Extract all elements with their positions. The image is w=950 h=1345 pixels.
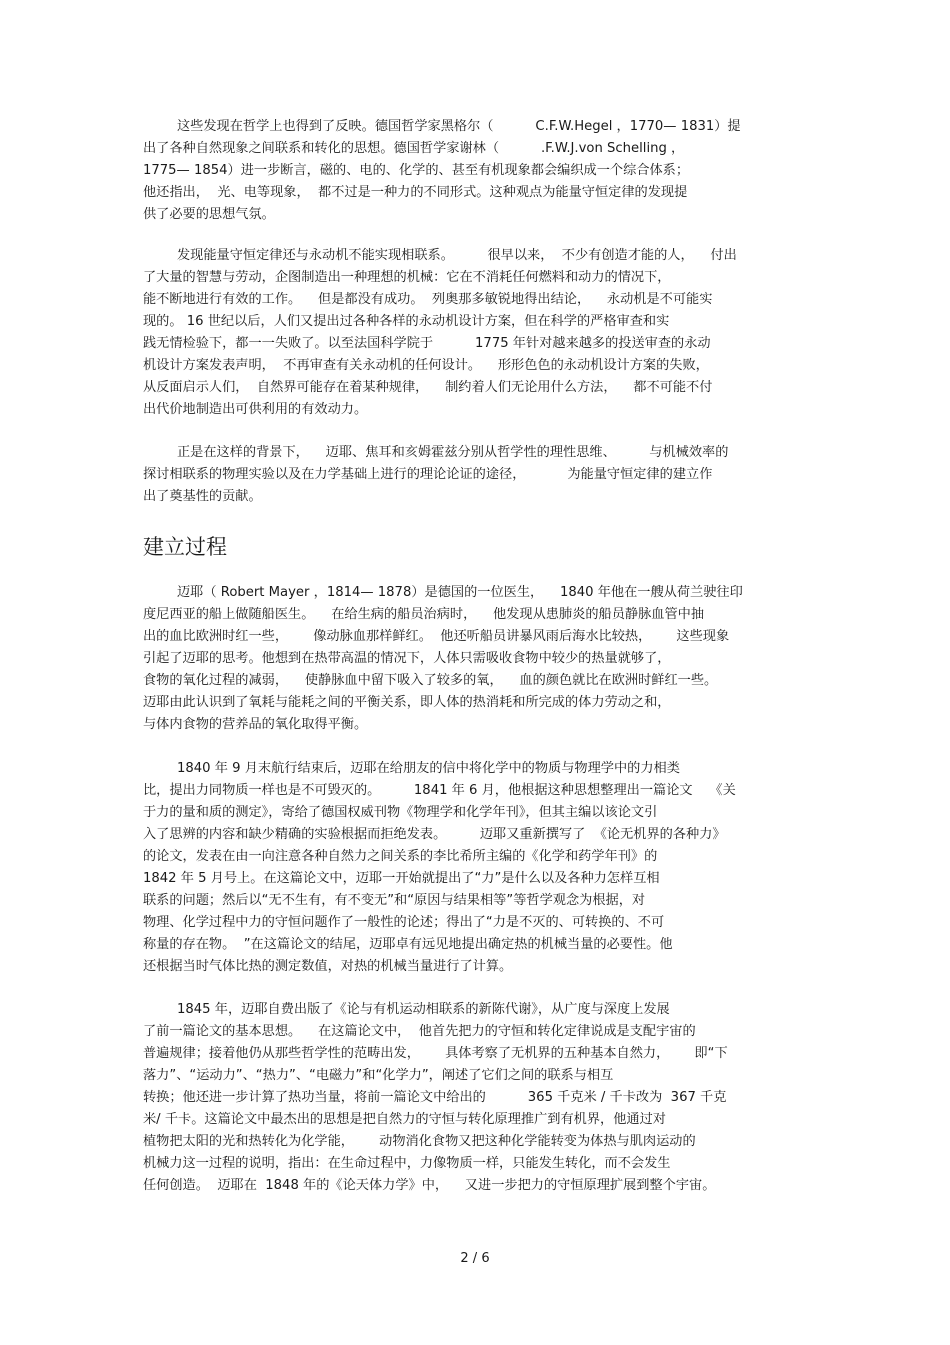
text-line: 普遍规律；接着他仍从那些哲学性的范畴出发， 具体考察了无机界的五种基本自然力， 即“下 <box>143 1046 728 1061</box>
text-line: 任何创造。 迈耶在 1848 年的《论天体力学》中， 又进一步把力的守恒原理扩展到整个宇宙。 <box>143 1178 716 1193</box>
text-line: 入了思辨的内容和缺少精确的实验根据而拒绝发表。 迈耶又重新撰写了 《论无机界的各种力》 <box>143 827 726 842</box>
text-line: 供了必要的思想气氛。 <box>143 207 275 222</box>
text-line: 出代价地制造出可供利用的有效动力。 <box>143 402 368 417</box>
text-line: 迈耶由此认识到了氧耗与能耗之间的平衡关系，即人体的热消耗和所完成的体力劳动之和， <box>143 695 671 710</box>
text-line: 机设计方案发表声明， 不再审查有关永动机的任何设计。 形形色色的永动机设计方案的失败， <box>143 358 709 373</box>
text-line: 落力”、“运动力”、“热力”、“电磁力”和“化学力”，阐述了它们之间的联系与相互 <box>143 1068 614 1083</box>
text-line: 能不断地进行有效的工作。 但是都没有成功。 列奥那多敏锐地得出结论， 永动机是不可能实 <box>143 292 713 307</box>
text-line: 比，提出力同物质一样也是不可毁灭的。 1841 年 6 月，他根据这种思想整理出一篇论文 《关 <box>143 783 736 798</box>
text-line: 的论文，发表在由一向注意各种自然力之间关系的李比希所主编的《化学和药学年刊》的 <box>143 849 658 864</box>
text-line: 转换；他还进一步计算了热功当量，将前一篇论文中给出的 365 千克米 / 千卡改为 367 千克 <box>143 1090 727 1105</box>
text-line: 出的血比欧洲时红一些， 像动脉血那样鲜红。 他还听船员讲暴风雨后海水比较热， 这些现象 <box>143 629 730 644</box>
text-line: 这些发现在哲学上也得到了反映。德国哲学家黑格尔（ C.F.W.Hegel ，1770— 1831）提 <box>177 119 741 134</box>
text-line: 1845 年，迈耶自费出版了《论与有机运动相联系的新陈代谢》，从广度与深度上发展 <box>177 1002 670 1017</box>
text-line: 践无情检验下，都一一失败了。以至法国科学院于 1775 年针对越来越多的投送审查的永动 <box>143 336 711 351</box>
text-line: 联系的问题；然后以“无不生有，有不变无”和“原因与结果相等”等哲学观念为根据，对 <box>143 893 646 908</box>
text-line: 还根据当时气体比热的测定数值，对热的机械当量进行了计算。 <box>143 959 513 974</box>
text-line: 了前一篇论文的基本思想。 在这篇论文中， 他首先把力的守恒和转化定律说成是支配宇宙的 <box>143 1024 696 1039</box>
text-line: 出了奠基性的贡献。 <box>143 489 262 504</box>
text-line: 称量的存在物。 ”在这篇论文的结尾，迈耶卓有远见地提出确定热的机械当量的必要性。他 <box>143 937 673 952</box>
text-line: 机械力这一过程的说明，指出：在生命过程中，力像物质一样，只能发生转化，而不会发生 <box>143 1156 671 1171</box>
text-line: 现的。 16 世纪以后，人们又提出过各种各样的永动机设计方案，但在科学的严格审查和实 <box>143 314 670 329</box>
text-line: 引起了迈耶的思考。他想到在热带高温的情况下，人体只需吸收食物中较少的热量就够了， <box>143 651 671 666</box>
text-line: 出了各种自然现象之间联系和转化的思想。德国哲学家谢林（ .F.W.J.von Schelling ， <box>143 141 685 156</box>
text-line: 他还指出， 光、电等现象， 都不过是一种力的不同形式。这种观点为能量守恒定律的发现提 <box>143 185 688 200</box>
text-line: 正是在这样的背景下， 迈耶、焦耳和亥姆霍兹分别从哲学性的理性思维、 与机械效率的 <box>177 445 729 460</box>
text-line: 探讨相联系的物理实验以及在力学基础上进行的理论论证的途径， 为能量守恒定律的建立作 <box>143 467 713 482</box>
text-line: 与体内食物的营养品的氧化取得平衡。 <box>143 717 368 732</box>
text-line: 物理、化学过程中力的守恒问题作了一般性的论述；得出了“力是不灭的、可转换的、不可 <box>143 915 665 930</box>
text-line: 发现能量守恒定律还与永动机不能实现相联系。 很早以来， 不少有创造才能的人， 付出 <box>177 248 737 263</box>
text-line: 1842 年 5 月号上。在这篇论文中，迈耶一开始就提出了“力”是什么以及各种力怎样互相 <box>143 871 660 886</box>
text-line: 食物的氧化过程的减弱， 使静脉血中留下吸入了较多的氧， 血的颜色就比在欧洲时鲜红一些。 <box>143 673 718 688</box>
text-line: 于力的量和质的测定》，寄给了德国权威刊物《物理学和化学年刊》，但其主编以该论文引 <box>143 805 658 820</box>
text-line: 了大量的智慧与劳动，企图制造出一种理想的机械：它在不消耗任何燃料和动力的情况下， <box>143 270 671 285</box>
section-heading: 建立过程 <box>143 535 227 559</box>
text-line: 迈耶（ Robert Mayer ，1814— 1878）是德国的一位医生， 1840 年他在一艘从荷兰驶往印 <box>177 585 743 600</box>
text-line: 从反面启示人们， 自然界可能存在着某种规律， 制约着人们无论用什么方法， 都不可能不付 <box>143 380 713 395</box>
text-line: 米/ 千卡。这篇论文中最杰出的思想是把自然力的守恒与转化原理推广到有机界，他通过对 <box>143 1112 666 1127</box>
text-line: 植物把太阳的光和热转化为化学能， 动物消化食物又把这种化学能转变为体热与肌肉运动的 <box>143 1134 696 1149</box>
text-line: 1775— 1854）进一步断言，磁的、电的、化学的、甚至有机现象都会编织成一个综合体系； <box>143 163 690 178</box>
text-line: 度尼西亚的船上做随船医生。 在给生病的船员治病时， 他发现从患肺炎的船员静脉血管中抽 <box>143 607 705 622</box>
page-number: 2 / 6 <box>460 1251 490 1266</box>
text-line: 1840 年 9 月末航行结束后，迈耶在给朋友的信中将化学中的物质与物理学中的力相类 <box>177 761 680 776</box>
